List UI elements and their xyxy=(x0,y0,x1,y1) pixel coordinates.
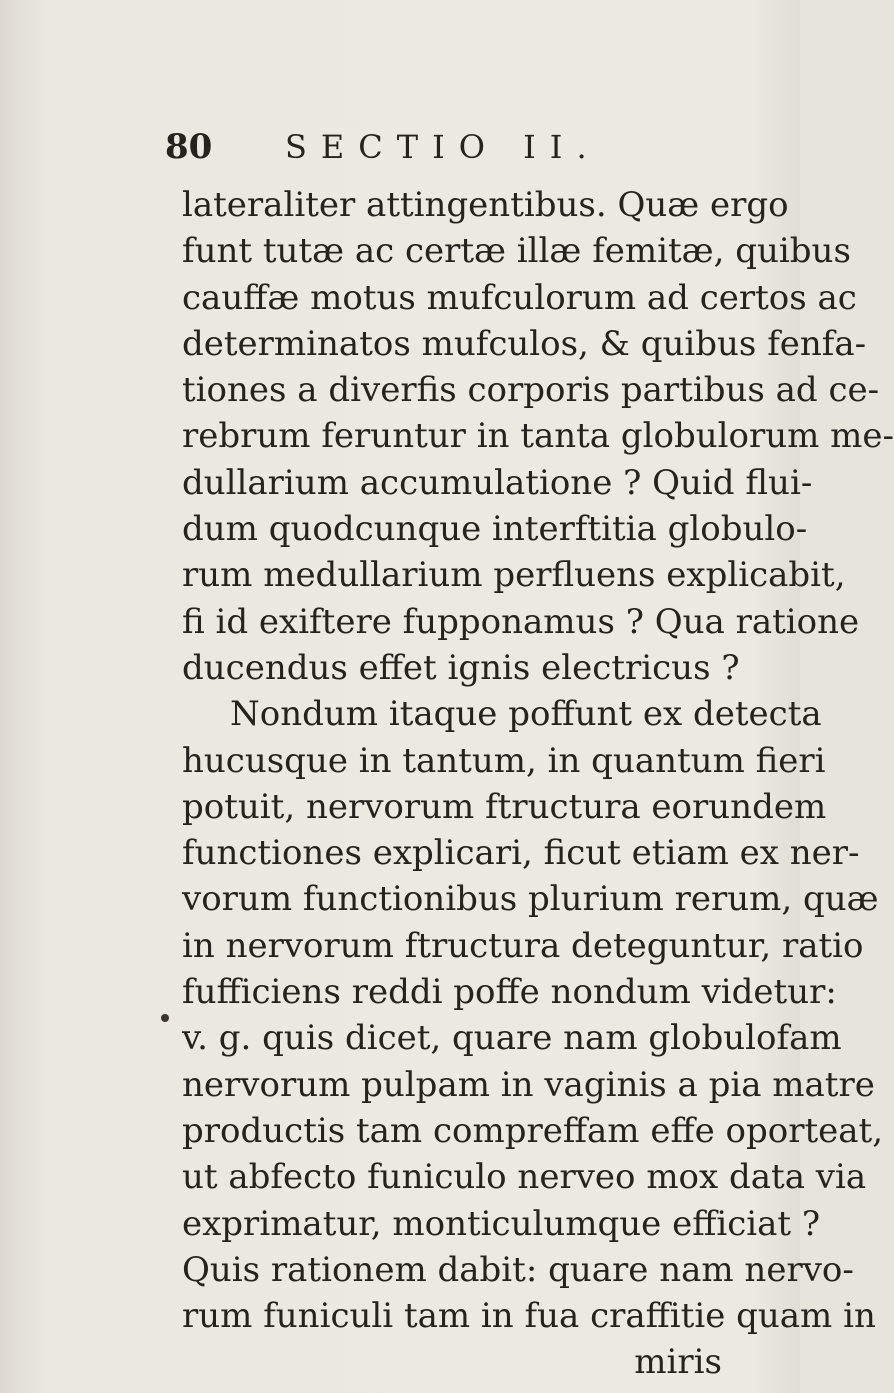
page-header xyxy=(165,122,725,172)
text-line: functiones explicari, ficut etiam ex ner- xyxy=(182,833,860,874)
page-number: 80 xyxy=(165,127,213,167)
text-line: ut abfecto funiculo nerveo mox data via xyxy=(182,1157,867,1198)
text-line: rum funiculi tam in fua craffitie quam in xyxy=(182,1296,876,1337)
margin-mark xyxy=(161,1014,169,1022)
text-line: exprimatur, monticulumque efficiat ? xyxy=(182,1203,821,1244)
text-line: dum quodcunque interftitia globulo- xyxy=(182,509,808,550)
text-line: hucusque in tantum, in quantum fieri xyxy=(182,740,826,781)
body-text xyxy=(182,182,894,1386)
text-line: cauffæ motus mufculorum ad certos ac xyxy=(182,277,857,318)
catchword: miris xyxy=(634,1342,722,1383)
text-line: Quis rationem dabit: quare nam nervo- xyxy=(182,1249,854,1290)
running-head: SECTIO II. xyxy=(285,128,601,166)
text-line: fi id exiftere fupponamus ? Qua ratione xyxy=(182,601,860,642)
text-line: rebrum feruntur in tanta globulorum me- xyxy=(182,416,894,457)
text-line: Nondum itaque poffunt ex detecta xyxy=(230,694,822,735)
text-line: dullarium accumulatione ? Quid flui- xyxy=(182,462,813,503)
text-line: funt tutæ ac certæ illæ femitæ, quibus xyxy=(182,231,851,272)
text-line: productis tam compreffam effe oporteat, xyxy=(182,1110,884,1151)
text-line: vorum functionibus plurium rerum, quæ xyxy=(182,879,879,920)
text-line: v. g. quis dicet, quare nam globulofam xyxy=(182,1018,842,1059)
text-line: lateraliter attingentibus. Quæ ergo xyxy=(182,185,789,225)
text-line: potuit, nervorum ftructura eorundem xyxy=(182,786,827,827)
text-line: fufficiens reddi poffe nondum videtur: xyxy=(182,972,837,1013)
text-line: in nervorum ftructura deteguntur, ratio xyxy=(182,925,864,966)
text-line: nervorum pulpam in vaginis a pia matre xyxy=(182,1064,875,1105)
text-line: ducendus effet ignis electricus ? xyxy=(182,647,740,688)
text-line: determinatos mufculos, & quibus fenfa- xyxy=(182,323,867,364)
text-line: tiones a diverfis corporis partibus ad ce- xyxy=(182,370,880,411)
text-line: rum medullarium perfluens explicabit, xyxy=(182,555,846,596)
